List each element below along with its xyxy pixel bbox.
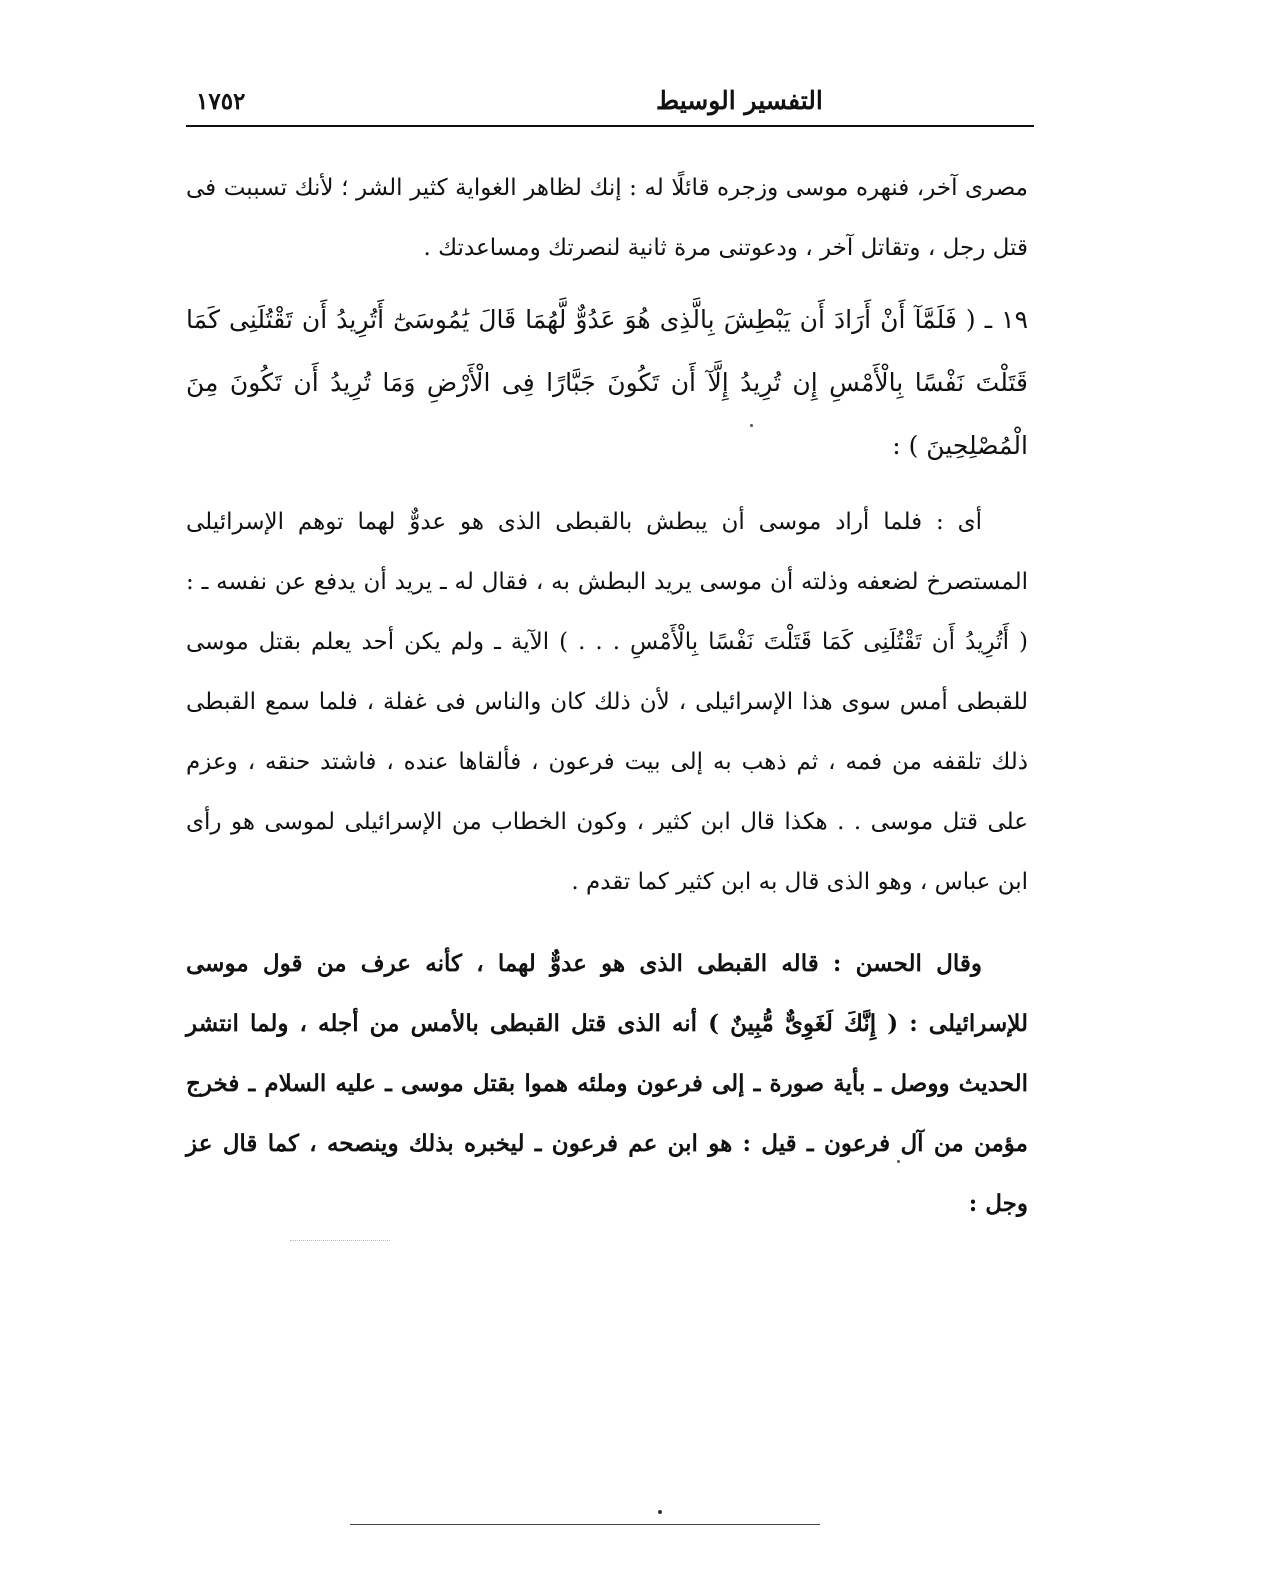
scan-speck [897,1160,900,1163]
header-rule [186,125,1034,127]
page-number: ١٧٥٢ [196,88,246,115]
commentary-paragraph [186,492,1028,912]
scan-dots [290,1240,390,1241]
page-header [186,80,1034,126]
verse-paragraph: ١٩ ـ ( فَلَمَّآ أَنْ أَرَادَ أَن يَبْطِشَ بِالَّذِى هُوَ عَدُوٌّ لَّهُمَا قَالَ يَٰمُوسَىٰٓ أَتُرِيدُ أَن تَقْتُلَنِى كَمَا قَتَلْتَ نَفْسًا بِالْأَمْسِ إِن تُرِيدُ إِلَّآ أَن تَكُونَ جَبَّارًا فِى الْأَرْضِ وَمَا تُرِيدُ أَن تَكُونَ مِنَ الْمُصْلِحِينَ ) : [186,305,1028,460]
scan-speck [750,424,753,427]
footer-rule [350,1524,820,1525]
footer-dot [658,1510,662,1514]
hasan-paragraph [186,934,1028,1234]
hasan-text: وقال الحسن : قاله القبطى الذى هو عدوٌّ لهما ، كأنه عرف من قول موسى للإسرائيلى : ( إِنَّكَ لَغَوِىٌّ مُّبِينٌ ) أنه الذى قتل القبطى بالأمس من أجله ، ولما انتشر الحديث ووصل ـ بأية صورة ـ إلى فرعون وملئه هموا بقتل موسى ـ عليه السلام ـ فخرج مؤمن من آل فرعون ـ قيل : هو ابن عم فرعون ـ ليخبره بذلك وينصحه ، كما قال عز وجل : [186,950,1028,1217]
paragraph-continuation: مصرى آخر، فنهره موسى وزجره قائلًا له : إنك لظاهر الغواية كثير الشر ؛ لأنك تسببت فى قتل رجل ، وتقاتل آخر ، ودعوتنى مرة ثانية لنصرتك ومساعدتك . [186,175,1028,261]
running-title: التفسير الوسيط [656,86,823,115]
commentary-text: أى : فلما أراد موسى أن يبطش بالقبطى الذى هو عدوٌّ لهما توهم الإسرائيلى المستصرخ لضعفه وذلته أن موسى يريد البطش به ، فقال له ـ يريد أن يدفع عن نفسه ـ : ( أَتُرِيدُ أَن تَقْتُلَنِى كَمَا قَتَلْتَ نَفْسًا بِالْأَمْسِ . . . ) الآية ـ ولم يكن أحد يعلم بقتل موسى للقبطى أمس سوى هذا الإسرائيلى ، لأن ذلك كان والناس فى غفلة ، فلما سمع القبطى ذلك تلقفه من فمه ، ثم ذهب به إلى بيت فرعون ، فألقاها عنده ، فاشتد حنقه ، وعزم على قتل موسى . . هكذا قال ابن كثير ، وكون الخطاب من الإسرائيلى لموسى هو رأى ابن عباس ، وهو الذى قال به ابن كثير كما تقدم . [186,509,1028,895]
